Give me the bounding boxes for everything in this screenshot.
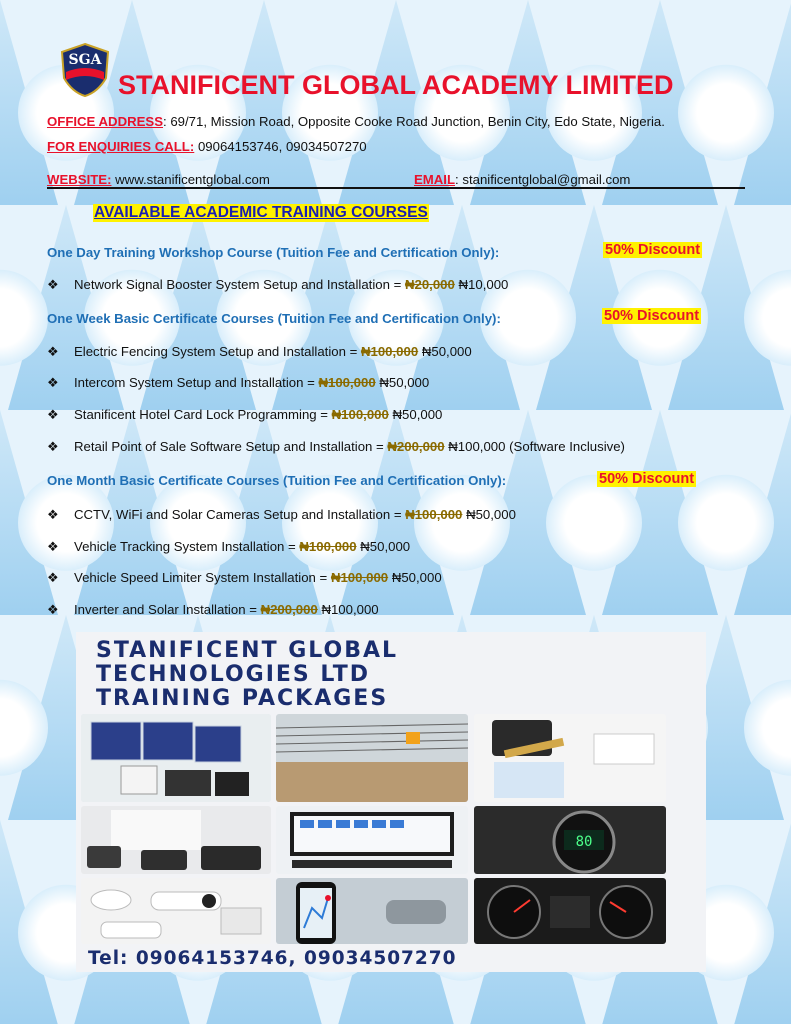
price-note: (Software Inclusive) <box>509 439 625 454</box>
new-price: ₦100,000 <box>448 439 506 454</box>
enquiries-label: FOR ENQUIRIES CALL: <box>47 139 195 154</box>
dashboard-gauges-image <box>474 878 666 944</box>
courses-heading: AVAILABLE ACADEMIC TRAINING COURSES <box>94 204 428 221</box>
email-link[interactable]: stanificentglobal@gmail.com <box>462 172 631 187</box>
solar-panels-image <box>81 714 271 802</box>
pos-software-image <box>276 806 468 874</box>
diamond-bullet-icon: ❖ <box>47 507 59 522</box>
office-address-value: 69/71, Mission Road, Opposite Cooke Road Junction, Benin City, Edo State, Nigeria. <box>170 114 665 129</box>
background-circle <box>678 65 774 161</box>
training-packages-banner <box>76 632 706 972</box>
section-one-month-title: One Month Basic Certificate Courses (Tuition Fee and Certification Only): <box>47 473 507 488</box>
course-item: ❖ Network Signal Booster System Setup and Installation = ₦20,000 ₦10,000 <box>47 277 509 292</box>
page-title: STANIFICENT GLOBAL ACADEMY LIMITED <box>118 70 674 100</box>
background-circle <box>678 475 774 571</box>
website-line <box>47 172 270 187</box>
website-link[interactable]: www.stanificentglobal.com <box>115 172 270 187</box>
old-price: ₦100,000 <box>330 570 389 585</box>
diamond-bullet-icon: ❖ <box>47 602 59 617</box>
vehicle-tracking-image <box>276 878 468 944</box>
section-one-day-title: One Day Training Workshop Course (Tuition Fee and Certification Only): <box>47 245 500 260</box>
email-line: EMAIL: stanificentglobal@gmail.com <box>414 172 631 187</box>
banner-line-2: TECHNOLOGIES LTD <box>96 662 371 687</box>
discount-badge: 50% Discount <box>604 308 700 324</box>
old-price: ₦100,000 <box>405 507 463 522</box>
speed-readout: 80 <box>575 834 593 850</box>
diamond-bullet-icon: ❖ <box>47 539 59 554</box>
intercom-image <box>81 806 271 874</box>
electric-fence-image <box>276 714 468 802</box>
course-item: ❖ CCTV, WiFi and Solar Cameras Setup and Installation = ₦100,000 ₦50,000 <box>47 507 516 522</box>
course-item: ❖ Inverter and Solar Installation = ₦200,000 ₦100,000 <box>47 602 379 617</box>
new-price: ₦50,000 <box>379 375 430 390</box>
office-address: OFFICE ADDRESS: 69/71, Mission Road, Opposite Cooke Road Junction, Benin City, Edo State, Nigeria. <box>47 114 665 129</box>
email-label: EMAIL <box>414 172 456 187</box>
course-item: ❖ Vehicle Speed Limiter System Installation = ₦100,000 ₦50,000 <box>47 570 442 585</box>
banner-line-1: STANIFICENT GLOBAL <box>96 638 399 663</box>
banner-phone-numbers: Tel: 09064153746, 09034507270 <box>88 948 457 969</box>
background-circle <box>546 475 642 571</box>
enquiries-phones[interactable]: 09064153746, 09034507270 <box>197 139 367 154</box>
course-item: ❖ Stanificent Hotel Card Lock Programming = ₦100,000 ₦50,000 <box>47 407 443 422</box>
website-label: WEBSITE: <box>47 172 112 187</box>
old-price: ₦100,000 <box>331 407 389 422</box>
diamond-bullet-icon: ❖ <box>47 375 59 390</box>
diamond-bullet-icon: ❖ <box>47 439 59 454</box>
old-price: ₦100,000 <box>299 539 357 554</box>
course-item: ❖ Electric Fencing System Setup and Installation = ₦100,000 ₦50,000 <box>47 344 472 359</box>
course-item: ❖ Vehicle Tracking System Installation = ₦100,000 ₦50,000 <box>47 539 411 554</box>
old-price: ₦100,000 <box>360 344 419 359</box>
office-address-label: OFFICE ADDRESS <box>47 114 164 129</box>
speed-limiter-image <box>474 806 666 874</box>
diamond-bullet-icon: ❖ <box>47 407 59 422</box>
new-price: ₦100,000 <box>321 602 379 617</box>
diamond-bullet-icon: ❖ <box>47 277 59 292</box>
course-item: ❖ Intercom System Setup and Installation = ₦100,000 ₦50,000 <box>47 375 430 390</box>
discount-badge: 50% Discount <box>599 471 695 487</box>
banner-line-3: TRAINING PACKAGES <box>96 686 389 711</box>
enquiries-line <box>47 139 367 154</box>
section-one-week-title: One Week Basic Certificate Courses (Tuition Fee and Certification Only): <box>47 311 501 326</box>
academy-logo <box>58 42 112 98</box>
old-price: ₦20,000 <box>404 277 455 292</box>
logo-text: SGA <box>68 52 102 68</box>
old-price: ₦200,000 <box>387 439 445 454</box>
new-price: ₦50,000 <box>421 344 472 359</box>
discount-badge: 50% Discount <box>605 242 701 258</box>
old-price: ₦100,000 <box>318 375 376 390</box>
new-price: ₦50,000 <box>466 507 516 522</box>
hotel-card-lock-image <box>474 714 666 802</box>
old-price: ₦200,000 <box>260 602 318 617</box>
diamond-bullet-icon: ❖ <box>47 344 59 359</box>
new-price: ₦50,000 <box>392 407 443 422</box>
cctv-cameras-image <box>81 878 271 944</box>
new-price: ₦50,000 <box>360 539 411 554</box>
new-price: ₦50,000 <box>391 570 442 585</box>
new-price: ₦10,000 <box>458 277 509 292</box>
diamond-bullet-icon: ❖ <box>47 570 59 585</box>
course-item: ❖ Retail Point of Sale Software Setup and Installation = ₦200,000 ₦100,000 (Software Inclusive) <box>47 439 625 454</box>
header-divider <box>47 187 745 189</box>
